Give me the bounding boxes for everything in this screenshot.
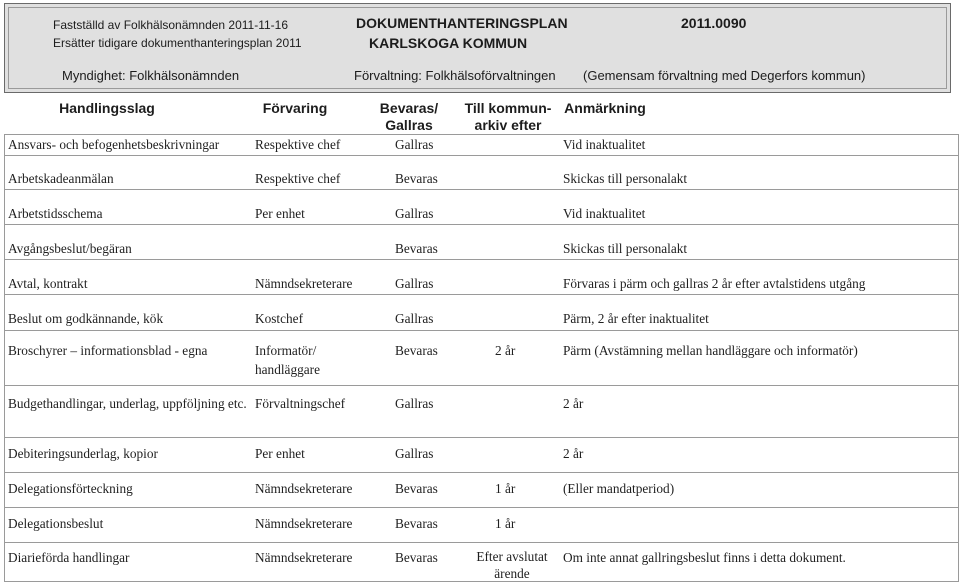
column-header-till-line2: arkiv efter xyxy=(474,117,542,133)
cell-handlingsslag: Debiteringsunderlag, kopior xyxy=(8,446,158,461)
column-header-bevaras-line1: Bevaras/ xyxy=(379,100,439,116)
table-row xyxy=(4,473,959,508)
cell-förvaring: Per enhet xyxy=(255,446,305,461)
cell-bevaras: Bevaras xyxy=(395,171,438,186)
cell-bevaras: Bevaras xyxy=(395,343,438,358)
table-row xyxy=(4,508,959,543)
cell-förvaring: Förvaltningschef xyxy=(255,396,346,411)
column-header-bevaras-line2: Gallras xyxy=(385,117,433,133)
cell-bevaras: Bevaras xyxy=(395,516,438,531)
column-header-till-kommunarkiv xyxy=(460,100,556,134)
cell-anmärkning: (Eller mandatperiod) xyxy=(563,481,675,496)
cell-till-arkiv: 2 år xyxy=(563,446,584,461)
cell-handlingsslag: Arbetskadeanmälan xyxy=(8,171,114,186)
cell-handlingsslag: Beslut om godkännande, kök xyxy=(8,311,164,326)
column-header-förvaring-label: Förvaring xyxy=(262,100,328,116)
cell-handlingsslag: Avgångsbeslut/begäran xyxy=(8,241,132,256)
cell-handlingsslag: Delegationsförteckning xyxy=(8,481,133,496)
table-row xyxy=(4,134,959,156)
document-title: DOKUMENTHANTERINGSPLAN xyxy=(356,15,568,31)
column-header-bevaras xyxy=(374,100,444,134)
cell-förvaring: Nämndsekreterare xyxy=(255,276,353,291)
table-row xyxy=(4,543,959,582)
plan-number: 2011.0090 xyxy=(681,15,747,31)
document-header xyxy=(4,3,951,93)
cell-handlingsslag: Arbetstidsschema xyxy=(8,206,103,221)
table-row xyxy=(4,438,959,473)
column-header-förvaring xyxy=(255,100,335,117)
table-row xyxy=(4,386,959,438)
cell-förvaring: Nämndsekreterare xyxy=(255,481,353,496)
cell-till-arkiv: 1 år xyxy=(495,516,516,531)
cell-handlingsslag: Broschyrer – informationsblad - egna xyxy=(8,343,208,358)
column-header-anmärkning xyxy=(560,100,650,117)
cell-handlingsslag: Avtal, kontrakt xyxy=(8,276,88,291)
cell-bevaras: Gallras xyxy=(395,311,434,326)
cell-bevaras: Gallras xyxy=(395,396,434,411)
myndighet-text: Myndighet: Folkhälsonämnden xyxy=(62,68,240,83)
cell-handlingsslag: Ansvars- och befogenhetsbeskrivningar xyxy=(8,137,220,152)
cell-anmärkning: Vid inaktualitet xyxy=(563,137,646,152)
cell-handlingsslag: Budgethandlingar, underlag, uppföljning etc. xyxy=(8,396,247,411)
cell-bevaras: Gallras xyxy=(395,206,434,221)
cell-förvaring: Informatör/ handläggare xyxy=(255,343,320,377)
cell-handlingsslag: Delegationsbeslut xyxy=(8,516,104,531)
table-row xyxy=(4,190,959,225)
column-header-till-line1: Till kommun- xyxy=(464,100,552,116)
table-row xyxy=(4,260,959,295)
organisation-name: KARLSKOGA KOMMUN xyxy=(369,35,528,51)
cell-förvaring: Nämndsekreterare xyxy=(255,550,353,565)
cell-anmärkning: Pärm, 2 år efter inaktualitet xyxy=(563,311,709,326)
cell-förvaring: Per enhet xyxy=(255,206,305,221)
column-header-anmärkning-label: Anmärkning xyxy=(564,100,646,116)
cell-bevaras: Gallras xyxy=(395,276,434,291)
förvaltning-label: Förvaltning: Folkhälsoförvaltningen xyxy=(354,68,556,83)
cell-till-arkiv: 2 år xyxy=(495,343,516,358)
cell-förvaring: Nämndsekreterare xyxy=(255,516,353,531)
cell-bevaras: Bevaras xyxy=(395,550,438,565)
cell-till-arkiv: 1 år xyxy=(495,481,516,496)
cell-bevaras: Gallras xyxy=(395,446,434,461)
table-row xyxy=(4,225,959,260)
cell-till-arkiv: Efter avslutat ärende xyxy=(476,549,548,581)
column-header-handlingsslag xyxy=(52,100,162,117)
table-row xyxy=(4,331,959,386)
cell-anmärkning: Vid inaktualitet xyxy=(563,206,646,221)
cell-anmärkning: Pärm (Avstämning mellan handläggare och informatör) xyxy=(563,343,858,358)
cell-anmärkning: Skickas till personalakt xyxy=(563,171,688,186)
cell-till-arkiv: 2 år xyxy=(563,396,584,411)
table-row xyxy=(4,155,959,190)
ersätter-text: Ersätter tidigare dokumenthanteringsplan 2011 xyxy=(53,36,302,50)
cell-bevaras: Bevaras xyxy=(395,241,438,256)
cell-förvaring: Kostchef xyxy=(255,311,303,326)
cell-anmärkning: Förvaras i pärm och gallras 2 år efter avtalstidens utgång xyxy=(563,276,866,291)
förvaltning-note: (Gemensam förvaltning med Degerfors kommun) xyxy=(583,68,866,83)
cell-förvaring: Respektive chef xyxy=(255,171,341,186)
cell-bevaras: Gallras xyxy=(395,137,434,152)
cell-handlingsslag: Diarieförda handlingar xyxy=(8,550,130,565)
cell-förvaring: Respektive chef xyxy=(255,137,341,152)
column-header-handlingsslag-label: Handlingsslag xyxy=(59,100,155,116)
cell-anmärkning: Skickas till personalakt xyxy=(563,241,688,256)
cell-anmärkning: Om inte annat gallringsbeslut finns i detta dokument. xyxy=(563,550,846,565)
table-row xyxy=(4,295,959,331)
fastställd-text: Fastställd av Folkhälsonämnden 2011-11-16 xyxy=(53,18,289,32)
cell-bevaras: Bevaras xyxy=(395,481,438,496)
